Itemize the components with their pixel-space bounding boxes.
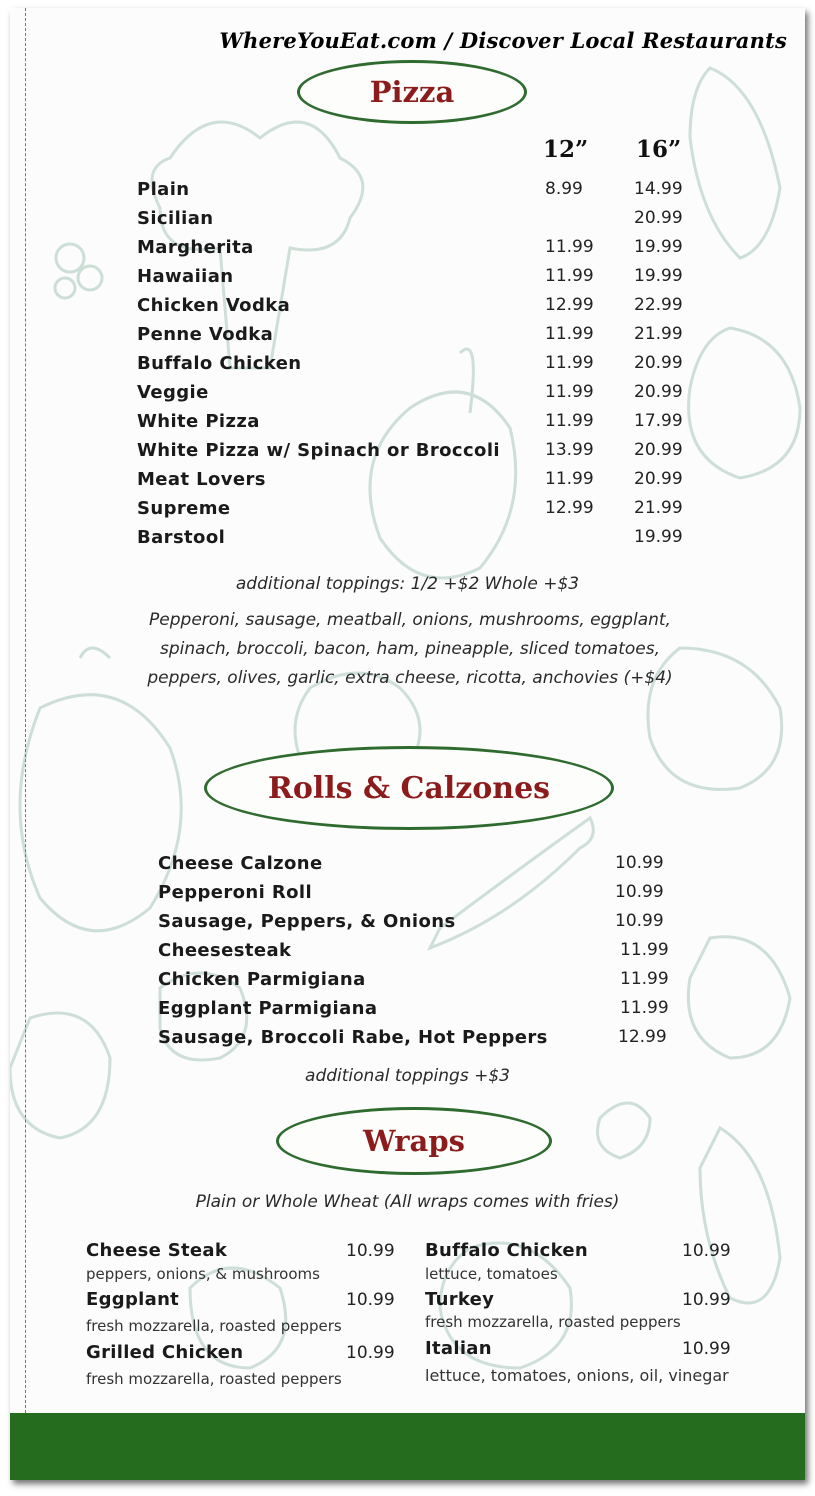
pizza-item bbox=[137, 208, 697, 234]
size-16-header: 16” bbox=[636, 136, 682, 163]
wrap-item bbox=[425, 1338, 755, 1390]
rolls-title: Rolls & Calzones bbox=[267, 770, 551, 806]
roll-item bbox=[158, 853, 678, 879]
rolls-title-oval bbox=[204, 746, 614, 830]
item-name: Eggplant Parmigiana bbox=[158, 998, 378, 1019]
pizza-item bbox=[137, 527, 697, 553]
price-12: 11.99 bbox=[545, 266, 594, 286]
wrap-item bbox=[425, 1240, 735, 1288]
price-16: 17.99 bbox=[634, 411, 683, 431]
pizza-title: Pizza bbox=[369, 75, 455, 109]
item-price: 11.99 bbox=[620, 998, 669, 1018]
item-name: Sausage, Broccoli Rabe, Hot Peppers bbox=[158, 1027, 548, 1048]
rolls-toppings-note: additional toppings +$3 bbox=[305, 1066, 510, 1086]
wrap-desc: fresh mozzarella, roasted peppers bbox=[86, 1317, 342, 1335]
wrap-name: Buffalo Chicken bbox=[425, 1240, 589, 1261]
pizza-item bbox=[137, 266, 697, 292]
item-price: 10.99 bbox=[615, 911, 664, 931]
item-price: 11.99 bbox=[620, 969, 669, 989]
wrap-price: 10.99 bbox=[682, 1241, 731, 1261]
item-name: Plain bbox=[137, 179, 190, 200]
wraps-title: Wraps bbox=[363, 1124, 465, 1158]
pizza-toppings-note: additional toppings: 1/2 +$2 Whole +$3 bbox=[235, 574, 580, 594]
price-16: 19.99 bbox=[634, 266, 683, 286]
item-name: Chicken Parmigiana bbox=[158, 969, 366, 990]
wrap-price: 10.99 bbox=[682, 1290, 731, 1310]
item-name: Cheese Calzone bbox=[158, 853, 323, 874]
pizza-item bbox=[137, 237, 697, 263]
price-16: 21.99 bbox=[634, 498, 683, 518]
price-12: 11.99 bbox=[545, 237, 594, 257]
price-16: 19.99 bbox=[634, 237, 683, 257]
roll-item bbox=[158, 940, 678, 966]
item-name: Supreme bbox=[137, 498, 231, 519]
wrap-desc: fresh mozzarella, roasted peppers bbox=[425, 1313, 681, 1331]
wrap-name: Cheese Steak bbox=[86, 1240, 228, 1261]
price-16: 19.99 bbox=[634, 527, 683, 547]
price-12: 12.99 bbox=[545, 498, 594, 518]
pizza-item bbox=[137, 498, 697, 524]
pizza-item bbox=[137, 469, 697, 495]
item-name: White Pizza bbox=[137, 411, 260, 432]
wrap-name: Italian bbox=[425, 1338, 492, 1359]
wrap-item bbox=[86, 1289, 396, 1339]
wrap-price: 10.99 bbox=[346, 1343, 395, 1363]
item-name: Barstool bbox=[137, 527, 226, 548]
item-name: White Pizza w/ Spinach or Broccoli bbox=[137, 440, 500, 461]
wraps-title-oval bbox=[276, 1107, 552, 1175]
roll-item bbox=[158, 1027, 678, 1053]
price-12: 8.99 bbox=[545, 179, 583, 199]
pizza-item bbox=[137, 179, 697, 205]
wrap-desc: lettuce, tomatoes bbox=[425, 1265, 558, 1283]
item-price: 12.99 bbox=[618, 1027, 667, 1047]
item-name: Buffalo Chicken bbox=[137, 353, 302, 374]
watermark: WhereYouEat.com / Discover Local Restaurants bbox=[219, 28, 787, 53]
price-12: 11.99 bbox=[545, 411, 594, 431]
item-name: Meat Lovers bbox=[137, 469, 266, 490]
price-16: 20.99 bbox=[634, 208, 683, 228]
wrap-name: Turkey bbox=[425, 1289, 495, 1310]
price-16: 21.99 bbox=[634, 324, 683, 344]
menu-page bbox=[10, 8, 805, 1480]
item-name: Veggie bbox=[137, 382, 209, 403]
item-name: Margherita bbox=[137, 237, 254, 258]
item-price: 10.99 bbox=[615, 882, 664, 902]
price-16: 20.99 bbox=[634, 382, 683, 402]
wraps-subtitle: Plain or Whole Wheat (All wraps comes with fries) bbox=[195, 1192, 620, 1212]
roll-item bbox=[158, 998, 678, 1024]
price-12: 12.99 bbox=[545, 295, 594, 315]
wrap-item bbox=[86, 1240, 396, 1288]
item-name: Chicken Vodka bbox=[137, 295, 291, 316]
pizza-item bbox=[137, 382, 697, 408]
pizza-item bbox=[137, 324, 697, 350]
price-12: 13.99 bbox=[545, 440, 594, 460]
price-12: 11.99 bbox=[545, 324, 594, 344]
pizza-item bbox=[137, 295, 697, 321]
wrap-name: Grilled Chicken bbox=[86, 1342, 244, 1363]
pizza-toppings-list: Pepperoni, sausage, meatball, onions, mushrooms, eggplant, spinach, broccoli, bacon, ham, pineapple, sliced tomatoes, peppers, olives, garlic, extra cheese, ricotta, anchovies (+$4) bbox=[147, 610, 673, 688]
wrap-price: 10.99 bbox=[682, 1339, 731, 1359]
roll-item bbox=[158, 882, 678, 908]
size-12-header: 12” bbox=[543, 136, 589, 163]
wrap-price: 10.99 bbox=[346, 1241, 395, 1261]
price-16: 22.99 bbox=[634, 295, 683, 315]
item-name: Penne Vodka bbox=[137, 324, 274, 345]
item-name: Sicilian bbox=[137, 208, 214, 229]
pizza-item bbox=[137, 353, 697, 379]
item-name: Cheesesteak bbox=[158, 940, 292, 961]
wrap-price: 10.99 bbox=[346, 1290, 395, 1310]
price-16: 20.99 bbox=[634, 469, 683, 489]
price-16: 20.99 bbox=[634, 353, 683, 373]
price-16: 20.99 bbox=[634, 440, 683, 460]
wrap-name: Eggplant bbox=[86, 1289, 180, 1310]
pizza-item bbox=[137, 440, 697, 466]
item-name: Sausage, Peppers, & Onions bbox=[158, 911, 456, 932]
wrap-desc: peppers, onions, & mushrooms bbox=[86, 1265, 320, 1283]
wrap-item bbox=[425, 1289, 735, 1337]
pizza-item bbox=[137, 411, 697, 437]
item-name: Pepperoni Roll bbox=[158, 882, 313, 903]
wrap-desc: fresh mozzarella, roasted peppers bbox=[86, 1370, 342, 1388]
wrap-desc: lettuce, tomatoes, onions, oil, vinegar bbox=[425, 1366, 729, 1385]
item-name: Hawaiian bbox=[137, 266, 234, 287]
price-12: 11.99 bbox=[545, 353, 594, 373]
footer-band bbox=[10, 1413, 805, 1480]
item-price: 11.99 bbox=[620, 940, 669, 960]
roll-item bbox=[158, 911, 678, 937]
price-12: 11.99 bbox=[545, 382, 594, 402]
roll-item bbox=[158, 969, 678, 995]
wrap-item bbox=[86, 1342, 396, 1392]
pizza-title-oval bbox=[297, 60, 527, 124]
price-16: 14.99 bbox=[634, 179, 683, 199]
price-12: 11.99 bbox=[545, 469, 594, 489]
item-price: 10.99 bbox=[615, 853, 664, 873]
